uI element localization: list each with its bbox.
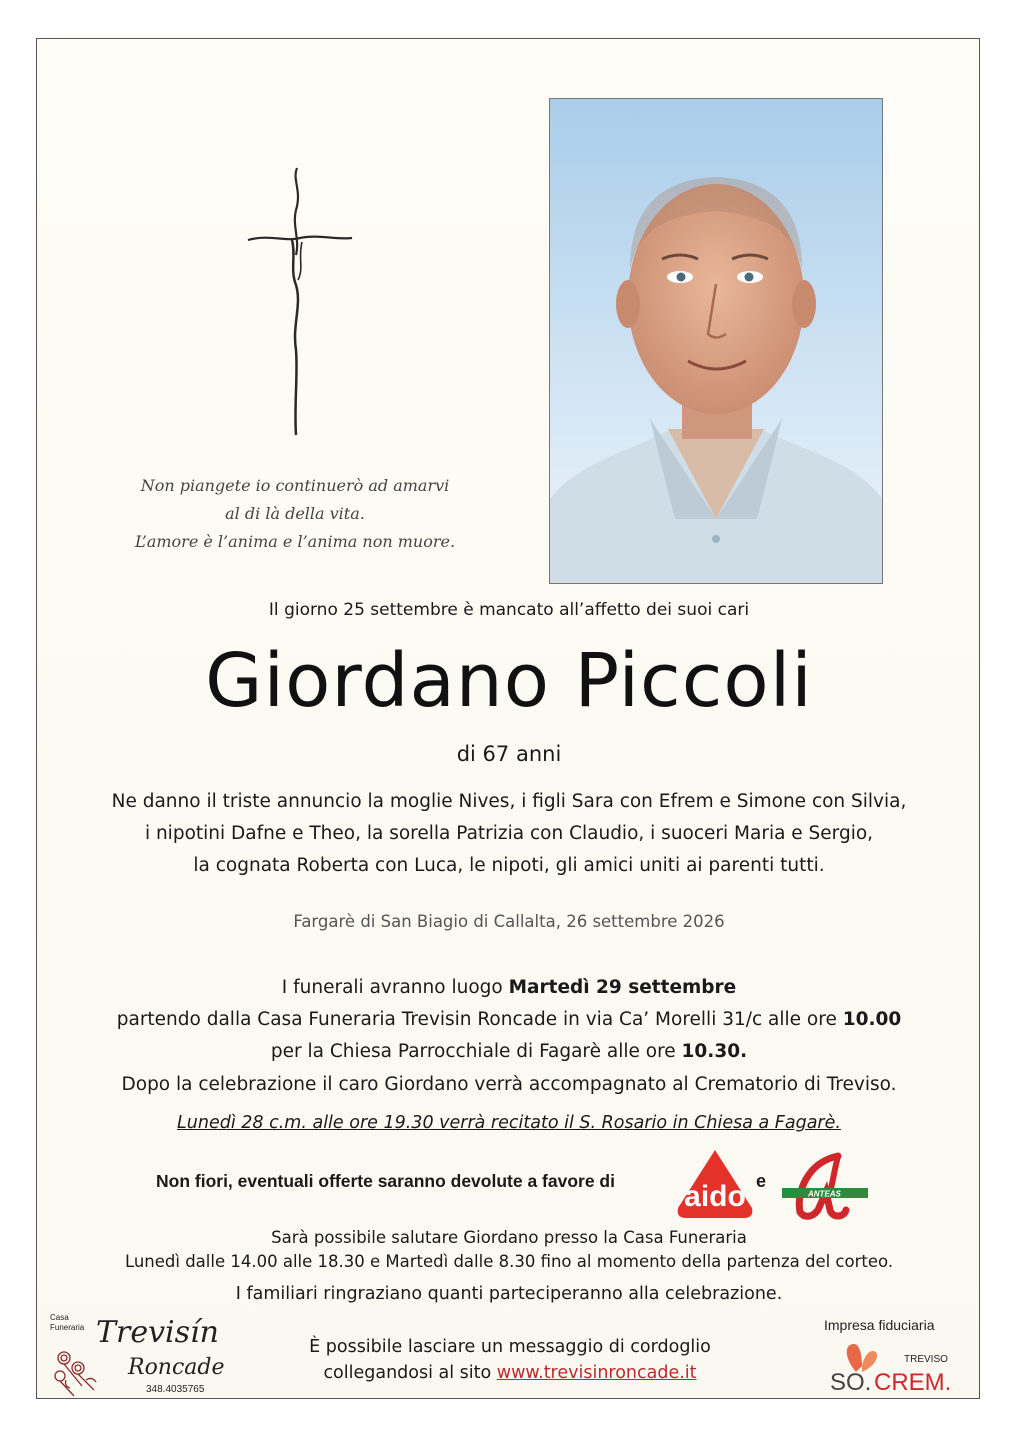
visit-line: Sarà possibile salutare Giordano presso la Casa Funeraria (271, 1228, 747, 1247)
logo-small-text: Funeraria (50, 1323, 85, 1332)
conjunction: e (756, 1171, 767, 1191)
quote-line: al di là della vita. (225, 504, 365, 523)
funeral-home-logo (44, 1310, 244, 1400)
message-text: collegandosi al sito (323, 1363, 497, 1383)
logo-name: Roncade (128, 1355, 225, 1380)
family-line: la cognata Roberta con Luca, le nipoti, gli amici uniti ai parenti tutti. (193, 855, 825, 876)
deceased-name: Giordano Piccoli (205, 638, 813, 724)
socrem-label: Impresa fiduciaria (824, 1317, 935, 1333)
visit-line: Lunedì dalle 14.00 alle 18.30 e Martedì dalle 8.30 fino al momento della partenza del corteo. (124, 1252, 894, 1271)
visitation-info (60, 1226, 958, 1274)
funeral-date: Martedì 29 settembre (508, 977, 737, 998)
family-line: Ne danno il triste annuncio la moglie Nives, i figli Sara con Efrem e Simone con Silvia, (111, 791, 907, 812)
funeral-line (60, 1004, 958, 1036)
church-time: 10.30. (681, 1041, 748, 1062)
funeral-text: per la Chiesa Parrocchiale di Fagarè alle ore (270, 1041, 682, 1062)
socrem-name: CREM. (874, 1369, 952, 1394)
condolence-message (260, 1334, 760, 1386)
logo-phone: 348.4035765 (146, 1384, 205, 1395)
socrem-city: TREVISO (904, 1354, 948, 1365)
socrem-name: SO. (830, 1369, 872, 1394)
family-thanks: I familiari ringraziano quanti parteciperanno alla celebrazione. (235, 1284, 783, 1304)
message-line (260, 1360, 760, 1386)
memorial-quote (110, 472, 480, 556)
funeral-text: I funerali avranno luogo (281, 977, 509, 998)
funeral-details (60, 972, 958, 1068)
funeral-line (60, 972, 958, 1004)
socrem-logo (818, 1314, 968, 1394)
rose-icon (55, 1352, 96, 1396)
departure-time: 10.00 (842, 1009, 902, 1030)
funeral-line (60, 1036, 958, 1068)
quote-line: Non piangete io continuerò ad amarvi (140, 476, 450, 495)
anteas-logo (778, 1152, 870, 1220)
deceased-age: di 67 anni (456, 742, 562, 766)
website-link[interactable]: www.trevisinroncade.it (496, 1363, 697, 1383)
donation-note: Non fiori, eventuali offerte saranno devolute a favore di (156, 1171, 615, 1191)
portrait-photo (549, 98, 883, 584)
logo-name: Trevisín (96, 1315, 219, 1350)
family-announcement (60, 786, 958, 882)
rosary-note: Lunedì 28 c.m. alle ore 19.30 verrà recitato il S. Rosario in Chiesa a Fagarè. (177, 1113, 841, 1133)
cross-icon (240, 160, 360, 445)
butterfly-icon (847, 1344, 877, 1372)
logo-small-text: Casa (50, 1313, 69, 1322)
message-line: È possibile lasciare un messaggio di cordoglio (309, 1337, 711, 1357)
death-announcement-intro: Il giorno 25 settembre è mancato all’affetto dei suoi cari (268, 600, 750, 620)
aido-logo-text: aido (684, 1180, 746, 1213)
cremation-note: Dopo la celebrazione il caro Giordano verrà accompagnato al Crematorio di Treviso. (121, 1074, 897, 1095)
portrait-illustration (550, 99, 882, 583)
place-date-line: Fargarè di San Biagio di Callalta, 26 settembre 2026 (293, 912, 725, 931)
funeral-text: partendo dalla Casa Funeraria Trevisin Roncade in via Ca’ Morelli 31/c alle ore (116, 1009, 843, 1030)
family-line: i nipotini Dafne e Theo, la sorella Patrizia con Claudio, i suoceri Maria e Sergio, (144, 823, 874, 844)
aido-logo (676, 1148, 754, 1220)
quote-line: L’amore è l’anima e l’anima non muore. (134, 532, 456, 551)
anteas-logo-text: ANTEAS (808, 1189, 841, 1199)
